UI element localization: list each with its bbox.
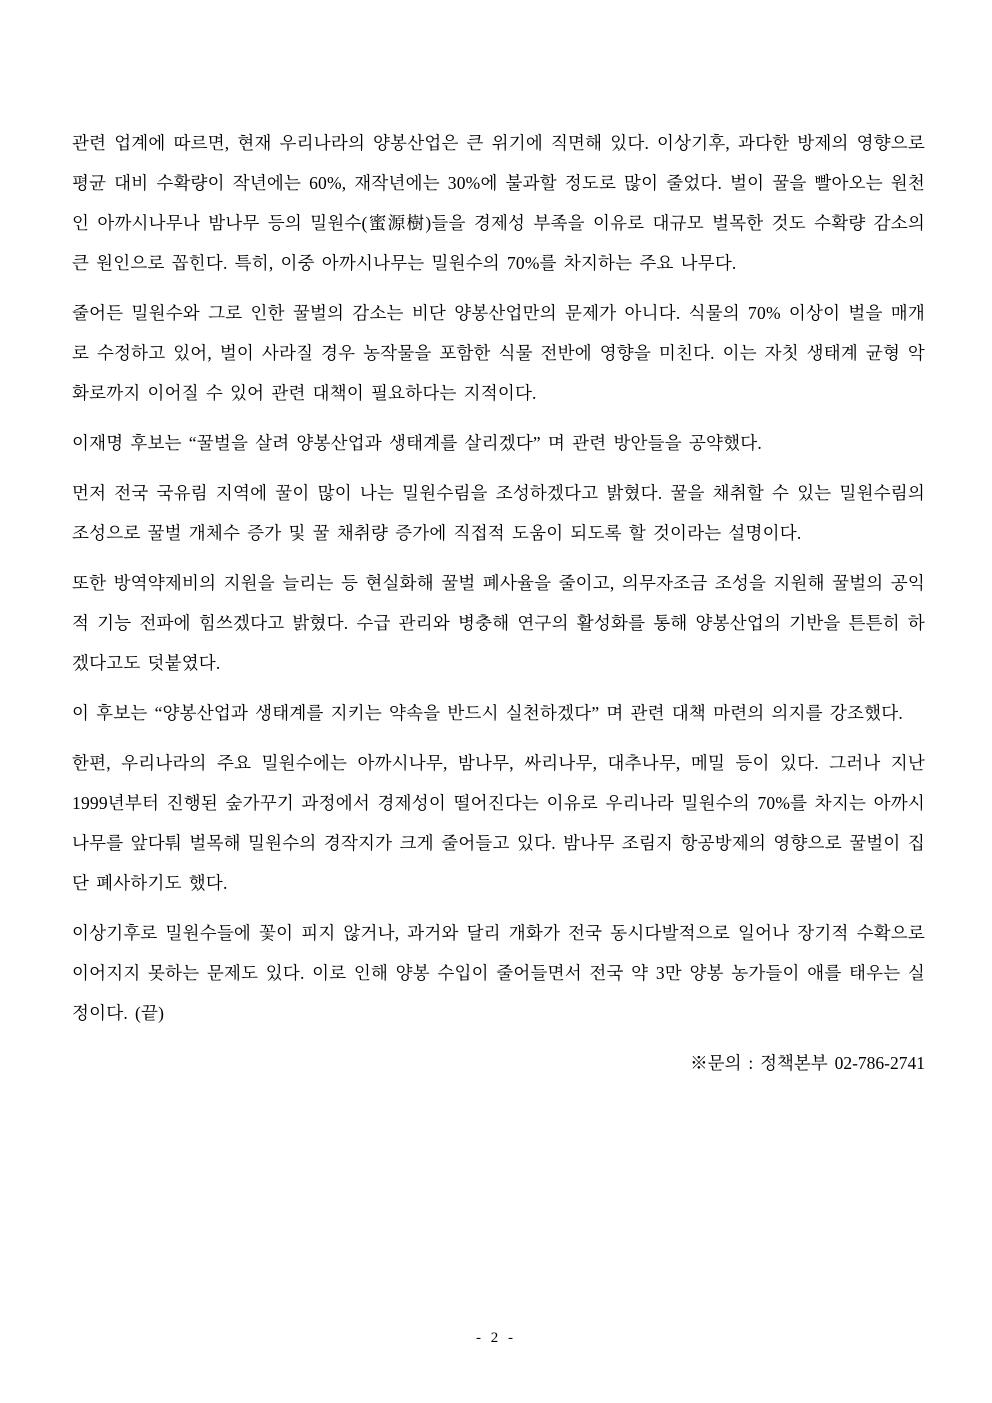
body-paragraph: 이 후보는 “양봉산업과 생태계를 지키는 약속을 반드시 실천하겠다” 며 관련 대책 마련의 의지를 강조했다. (72, 703, 903, 723)
body-paragraph: 관련 업계에 따르면, 현재 우리나라의 양봉산업은 큰 위기에 직면해 있다. 이상기후, 과다한 방제의 영향으로 평균 대비 수확량이 작년에는 60%, 재작년에는 30%에 불과할 정도로 많이 줄었다. 벌이 꿀을 빨아오는 원천인 아까시나무나 밤나무 등의 밀원수(蜜源樹)들을 경제성 부족을 이유로 대규모 벌목한 것도 수확량 감소의 큰 원인으로 꼽힌다. 특히, 이중 아까시나무는 밀원수의 70%를 차지하는 주요 나무다. (72, 133, 925, 273)
body-paragraph: 이상기후로 밀원수들에 꽃이 피지 않거나, 과거와 달리 개화가 전국 동시다발적으로 일어나 장기적 수확으로 이어지지 못하는 문제도 있다. 이로 인해 양봉 수입이 줄어들면서 전국 약 3만 양봉 농가들이 애를 태우는 실정이다. (끝) (72, 923, 925, 1023)
body-paragraph: 또한 방역약제비의 지원을 늘리는 등 현실화해 꿀벌 폐사율을 줄이고, 의무자조금 조성을 지원해 꿀벌의 공익적 기능 전파에 힘쓰겠다고 밝혔다. 수급 관리와 병충해 연구의 활성화를 통해 양봉산업의 기반을 튼튼히 하겠다고도 덧붙였다. (72, 573, 925, 673)
body-paragraph: 이재명 후보는 “꿀벌을 살려 양봉산업과 생태계를 살리겠다” 며 관련 방안들을 공약했다. (72, 433, 762, 453)
page-number: - 2 - (476, 1330, 516, 1346)
body-paragraph: 먼저 전국 국유림 지역에 꿀이 많이 나는 밀원수림을 조성하겠다고 밝혔다. 꿀을 채취할 수 있는 밀원수림의 조성으로 꿀벌 개체수 증가 및 꿀 채취량 증가에 직접적 도움이 되도록 할 것이라는 설명이다. (72, 483, 925, 543)
body-paragraph: 한편, 우리나라의 주요 밀원수에는 아까시나무, 밤나무, 싸리나무, 대추나무, 메밀 등이 있다. 그러나 지난 1999년부터 진행된 숲가꾸기 과정에서 경제성이 떨어진다는 이유로 우리나라 밀원수의 70%를 차지는 아까시나무를 앞다퉈 벌목해 밀원수의 경작지가 크게 줄어들고 있다. 밤나무 조림지 항공방제의 영향으로 꿀벌이 집단 폐사하기도 했다. (72, 753, 925, 893)
body-paragraph: 줄어든 밀원수와 그로 인한 꿀벌의 감소는 비단 양봉산업만의 문제가 아니다. 식물의 70% 이상이 벌을 매개로 수정하고 있어, 벌이 사라질 경우 농작물을 포함한 식물 전반에 영향을 미친다. 이는 자칫 생태계 균형 악화로까지 이어질 수 있어 관련 대책이 필요하다는 지적이다. (72, 303, 925, 403)
document-body (72, 123, 925, 1033)
contact-info: ※문의 : 정책본부 02-786-2741 (690, 1053, 925, 1073)
